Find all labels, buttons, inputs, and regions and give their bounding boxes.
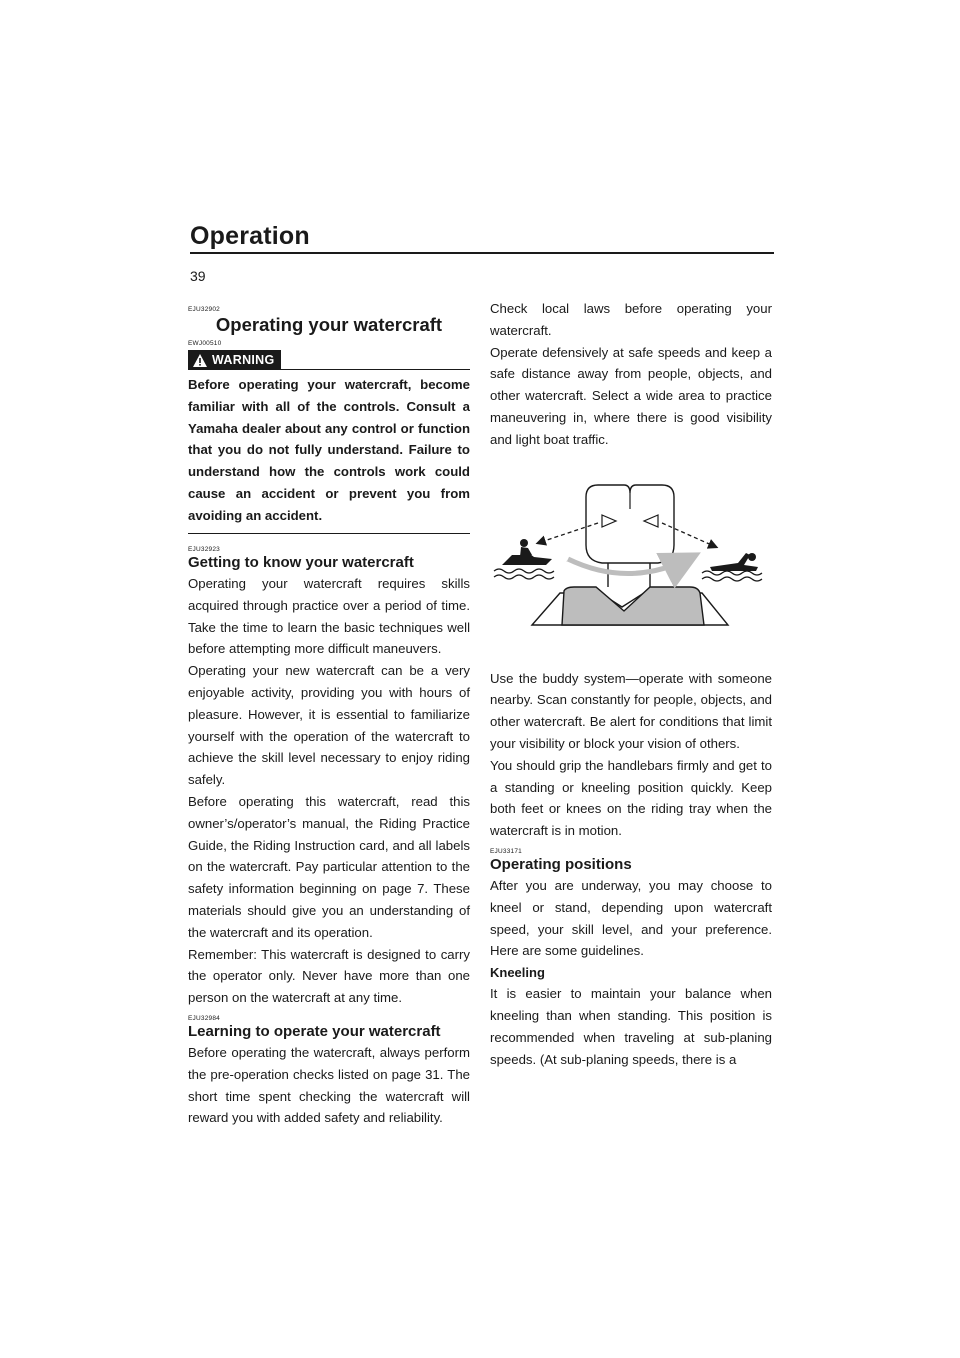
paragraph: Operate defensively at safe speeds and keep a safe distance away from people, objects, and other watercraft. Select a wide area to practice maneuvering in, where there is good visibility and light boat traffic. [490, 344, 772, 447]
warning-label: WARNING [212, 353, 275, 367]
paragraph: Before operating this watercraft, read this owner’s/operator’s manual, the Riding Practice Guide, the Riding Instruction card, and all labels on the watercraft. Pay particular attention to the safety information beginning on page 7. These materials should give you an understanding of the watercraft and its operation. [188, 794, 470, 940]
section-heading: Operating positions [490, 855, 632, 873]
warning-triangle-icon [192, 353, 208, 368]
paragraph: Remember: This watercraft is designed to carry the operator only. Never have more than one person on the watercraft at any time. [188, 946, 470, 1006]
warning-header [188, 350, 470, 370]
paragraph: Use the buddy system—operate with someone nearby. Scan constantly for people, objects, and other watercraft. Be alert for conditions that limit your visibility or block your vision of others. [490, 670, 772, 751]
warning-text: Before operating your watercraft, become familiar with all of the controls. Consult a Yamaha dealer about any control or function that you do not fully understand. Failure to understand how the controls work could cause an accident or prevent you from avoiding an accident. [188, 377, 470, 523]
section-code: EJU32923 [188, 546, 220, 554]
section-heading: Getting to know your watercraft [188, 554, 414, 572]
warning-code: EWJ00510 [188, 340, 222, 347]
left-column [188, 306, 470, 1129]
paragraph: Operating your new watercraft can be a very enjoyable activity, providing you with hours of pleasure. However, it is essential to familiarize yourself with the operation of the watercraft to achieve the skill level necessary to enjoy riding safely. [188, 663, 470, 788]
warning-box [188, 350, 470, 534]
page-title: Operation [190, 222, 310, 250]
subheading: Kneeling [490, 965, 545, 981]
operator-scanning-illustration [490, 471, 772, 641]
warning-badge [188, 350, 281, 370]
warning-header-rule [281, 369, 470, 371]
section-heading: Learning to operate your watercraft [188, 1023, 441, 1041]
paragraph: Operating your watercraft requires skills acquired through practice over a period of time. Take the time to learn the basic techniques well before attempting more difficult maneuvers. [188, 576, 470, 657]
paragraph: Before operating the watercraft, always perform the pre-operation checks listed on page 31. The short time spent checking the watercraft will reward you with added safety and reliability. [188, 1045, 470, 1126]
main-heading: Operating your watercraft [215, 314, 443, 335]
watercraft-rider-icon [494, 539, 554, 579]
section-code: EJU33171 [490, 847, 522, 855]
section-code: EJU32984 [188, 1015, 220, 1023]
swimmer-icon [702, 553, 762, 581]
page-number: 39 [190, 268, 206, 284]
paragraph: After you are underway, you may choose to kneel or stand, depending upon watercraft speed, your skill level, and your preference. Here are some guidelines. [490, 877, 772, 959]
operator-shoulders [562, 587, 704, 625]
right-column [490, 298, 772, 1070]
paragraph: You should grip the handlebars firmly and get to a standing or kneeling position quickly. Keep both feet or knees on the riding tray when the watercraft is in motion. [490, 757, 772, 839]
paragraph: Check local laws before operating your watercraft. [490, 301, 772, 338]
header-rule [190, 252, 774, 254]
section-code: EJU32902 [188, 306, 220, 313]
paragraph: It is easier to maintain your balance when kneeling than when standing. This position is recommended when traveling at sub-planing speeds. (At sub-planing speeds, there is a [490, 986, 772, 1067]
